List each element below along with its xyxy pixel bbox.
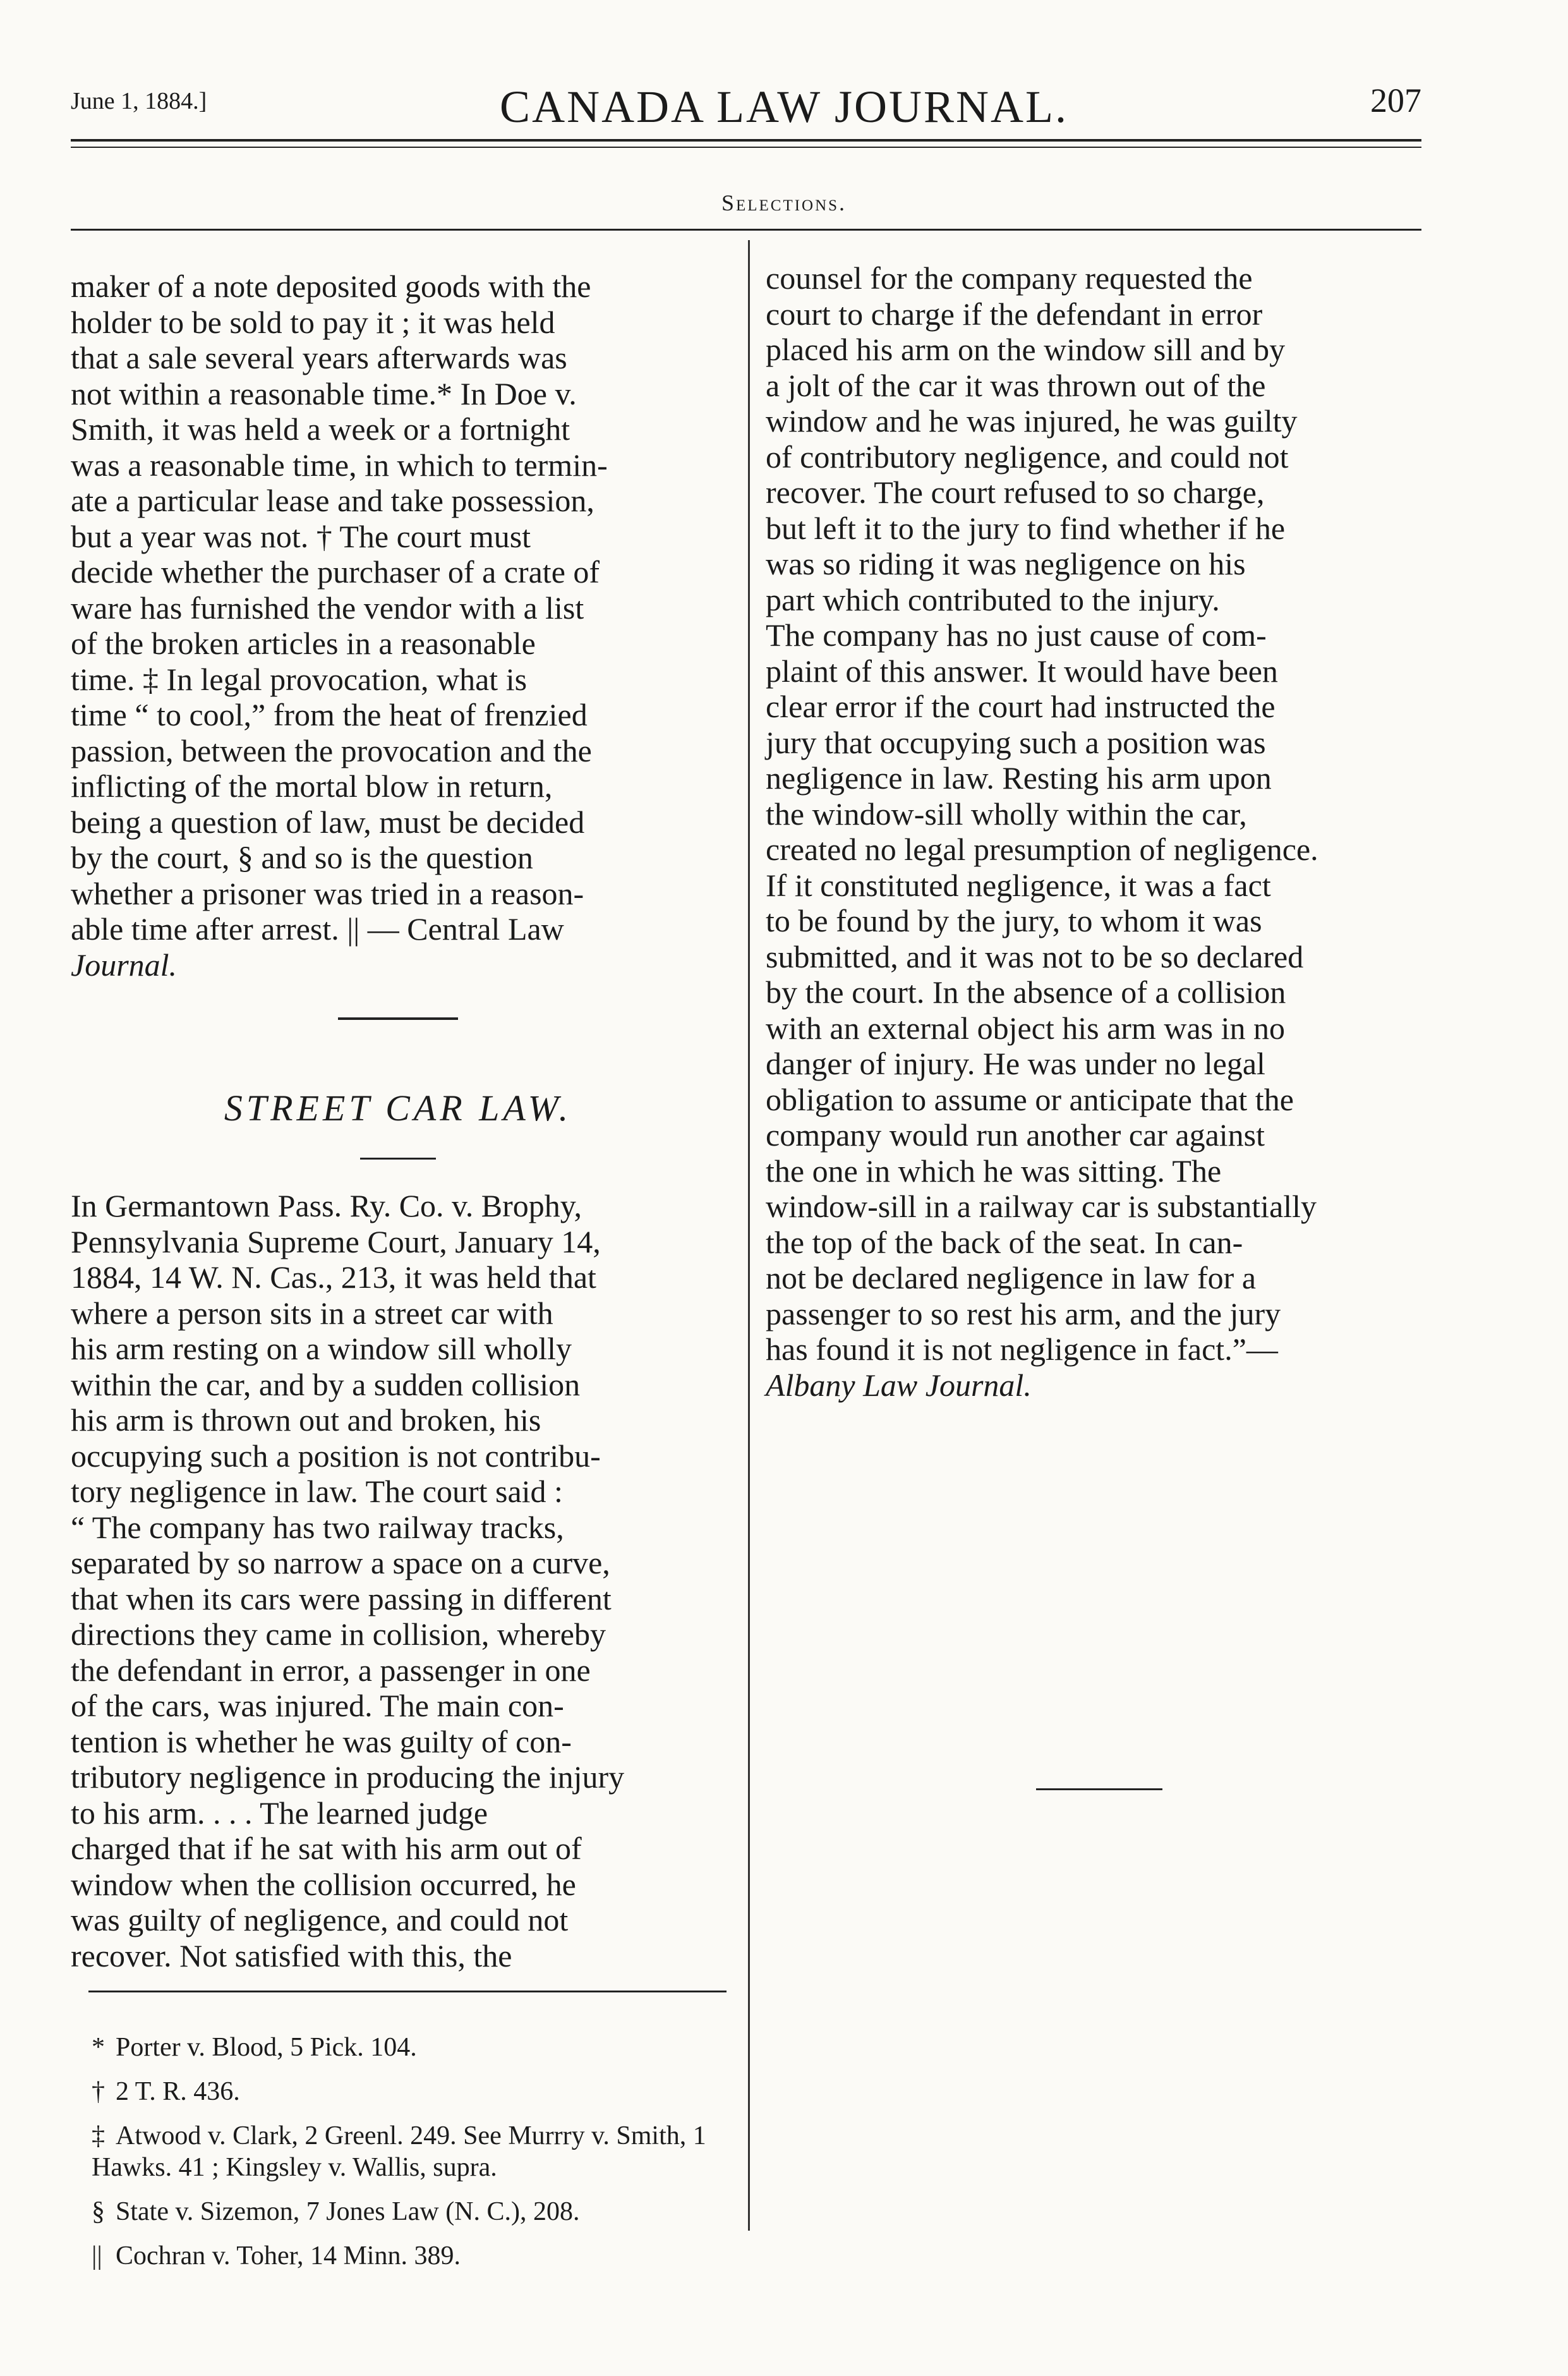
text-line: Pennsylvania Supreme Court, January 14,	[71, 1223, 601, 1259]
text-line: time “ to cool,” from the heat of frenzied	[71, 697, 588, 732]
text-line: passenger to so rest his arm, and the jury	[766, 1295, 1281, 1331]
text-line: maker of a note deposited goods with the	[71, 269, 591, 304]
heading-underline	[360, 1158, 436, 1160]
header-rule-top	[71, 139, 1421, 142]
text-line: window when the collision occurred, he	[71, 1866, 576, 1902]
text-line: tributory negligence in producing the injury	[71, 1759, 625, 1795]
footnote-text: 2 T. R. 436.	[116, 2077, 240, 2106]
text-line: with an external object his arm was in no	[766, 1010, 1285, 1046]
text-line: by the court. In the absence of a collision	[766, 974, 1286, 1010]
footnote-rule	[88, 1991, 727, 1992]
text-line: Albany Law Journal.	[766, 1367, 1032, 1403]
text-line: of the broken articles in a reasonable	[71, 626, 536, 661]
text-line: clear error if the court had instructed the	[766, 689, 1276, 724]
text-line: window-sill in a railway car is substantially	[766, 1189, 1317, 1224]
text-line: company would run another car against	[766, 1117, 1265, 1153]
left-column-continuation	[71, 269, 725, 983]
footnote-mark: †	[92, 2077, 105, 2106]
text-line: but a year was not. † The court must	[71, 518, 531, 554]
page-number: 207	[1370, 82, 1421, 119]
text-line: tory negligence in law. The court said :	[71, 1474, 563, 1509]
footnote	[92, 2025, 730, 2070]
text-line: recover. Not satisfied with this, the	[71, 1937, 512, 1973]
text-line: was guilty of negligence, and could not	[71, 1902, 569, 1937]
footnote-text: Cochran v. Toher, 14 Minn. 389.	[116, 2241, 461, 2270]
text-line: Smith, it was held a week or a fortnight	[71, 411, 570, 447]
footnote-mark: ||	[92, 2241, 102, 2270]
footnote-mark: ‡	[92, 2121, 105, 2150]
text-line: part which contributed to the injury.	[766, 581, 1220, 617]
text-line: whether a prisoner was tried in a reason-	[71, 875, 584, 911]
text-line: the window-sill wholly within the car,	[766, 796, 1247, 832]
footnote-text: Porter v. Blood, 5 Pick. 104.	[116, 2033, 417, 2062]
end-rule	[1036, 1788, 1162, 1790]
footnote-mark: §	[92, 2197, 105, 2226]
column-divider	[748, 240, 750, 2231]
text-line: counsel for the company requested the	[766, 260, 1253, 296]
text-line: occupying such a position is not contribu-	[71, 1438, 601, 1474]
text-line: tention is whether he was guilty of con-	[71, 1723, 572, 1759]
text-line: that when its cars were passing in different	[71, 1580, 612, 1616]
text-line: 1884, 14 W. N. Cas., 213, it was held that	[71, 1259, 596, 1295]
footnote	[92, 2070, 730, 2114]
text-line: not be declared negligence in law for a	[766, 1260, 1257, 1295]
text-line: that a sale several years afterwards was	[71, 340, 567, 375]
text-line: the one in which he was sitting. The	[766, 1153, 1222, 1189]
text-line: his arm is thrown out and broken, his	[71, 1402, 541, 1438]
text-line: a jolt of the car it was thrown out of the	[766, 367, 1266, 403]
text-line: has found it is not negligence in fact.”—	[766, 1331, 1278, 1367]
text-line: window and he was injured, he was guilty	[766, 403, 1298, 439]
text-line: the defendant in error, a passenger in one	[71, 1652, 591, 1688]
text-line: by the court, § and so is the question	[71, 840, 533, 875]
text-line: but left it to the jury to find whether if he	[766, 510, 1286, 546]
footnote	[92, 2234, 730, 2278]
article-body	[71, 1188, 725, 1973]
text-line: being a question of law, must be decided	[71, 804, 585, 840]
footnote	[92, 2114, 730, 2190]
footnote-text: Atwood v. Clark, 2 Greenl. 249. See Murrry v. Smith, 1 Hawks. 41 ; Kingsley v. Wallis, supra.	[92, 2121, 706, 2182]
text-line: ate a particular lease and take possession,	[71, 483, 594, 518]
header-rule-bottom	[71, 147, 1421, 148]
text-line: separated by so narrow a space on a curve,	[71, 1545, 610, 1580]
text-line: was so riding it was negligence on his	[766, 546, 1246, 581]
text-line: created no legal presumption of negligence.	[766, 832, 1318, 867]
text-line: placed his arm on the window sill and by	[766, 332, 1286, 367]
text-line: recover. The court refused to so charge,	[766, 475, 1265, 510]
text-line: danger of injury. He was under no legal	[766, 1046, 1265, 1081]
text-line: holder to be sold to pay it ; it was held	[71, 304, 555, 340]
footnote-mark: *	[92, 2033, 105, 2062]
text-line: decide whether the purchaser of a crate of	[71, 554, 600, 590]
text-line: to be found by the jury, to whom it was	[766, 903, 1262, 938]
article-heading: STREET CAR LAW.	[224, 1088, 572, 1129]
text-line: to his arm. . . . The learned judge	[71, 1795, 488, 1831]
text-line: the top of the back of the seat. In can-	[766, 1224, 1243, 1260]
text-line: able time after arrest. || — Central Law	[71, 911, 564, 947]
text-line: obligation to assume or anticipate that the	[766, 1081, 1294, 1117]
footnote-text: State v. Sizemon, 7 Jones Law (N. C.), 208.	[116, 2197, 580, 2226]
section-rule	[71, 229, 1421, 231]
text-line: jury that occupying such a position was	[766, 724, 1266, 760]
issue-date: June 1, 1884.]	[71, 88, 207, 114]
text-line: In Germantown Pass. Ry. Co. v. Brophy,	[71, 1188, 582, 1223]
text-line: of contributory negligence, and could not	[766, 439, 1289, 475]
text-line: directions they came in collision, whereby	[71, 1616, 606, 1652]
text-line: ware has furnished the vendor with a list	[71, 590, 584, 626]
separator-rule	[338, 1017, 458, 1020]
text-line: charged that if he sat with his arm out of	[71, 1831, 582, 1866]
text-line: If it constituted negligence, it was a fact	[766, 867, 1271, 903]
text-line: inflicting of the mortal blow in return,	[71, 768, 553, 804]
text-line: “ The company has two railway tracks,	[71, 1509, 564, 1545]
text-line: his arm resting on a window sill wholly	[71, 1331, 572, 1366]
text-line: court to charge if the defendant in error	[766, 296, 1263, 332]
section-title: Selections.	[721, 190, 847, 215]
text-line: Journal.	[71, 947, 178, 983]
text-line: where a person sits in a street car with	[71, 1295, 553, 1331]
text-line: negligence in law. Resting his arm upon	[766, 760, 1272, 796]
journal-title: CANADA LAW JOURNAL.	[500, 82, 1068, 132]
text-line: submitted, and it was not to be so declared	[766, 938, 1304, 974]
footnote	[92, 2190, 730, 2234]
text-line: of the cars, was injured. The main con-	[71, 1688, 564, 1723]
text-line: The company has no just cause of com-	[766, 617, 1267, 653]
text-line: passion, between the provocation and the	[71, 732, 592, 768]
text-line: time. ‡ In legal provocation, what is	[71, 661, 528, 697]
text-line: within the car, and by a sudden collision	[71, 1366, 581, 1402]
footnotes	[92, 2025, 730, 2278]
text-line: not within a reasonable time.* In Doe v.	[71, 375, 577, 411]
right-column	[766, 260, 1440, 1403]
text-line: was a reasonable time, in which to termin-	[71, 447, 608, 483]
text-line: plaint of this answer. It would have been	[766, 653, 1278, 689]
